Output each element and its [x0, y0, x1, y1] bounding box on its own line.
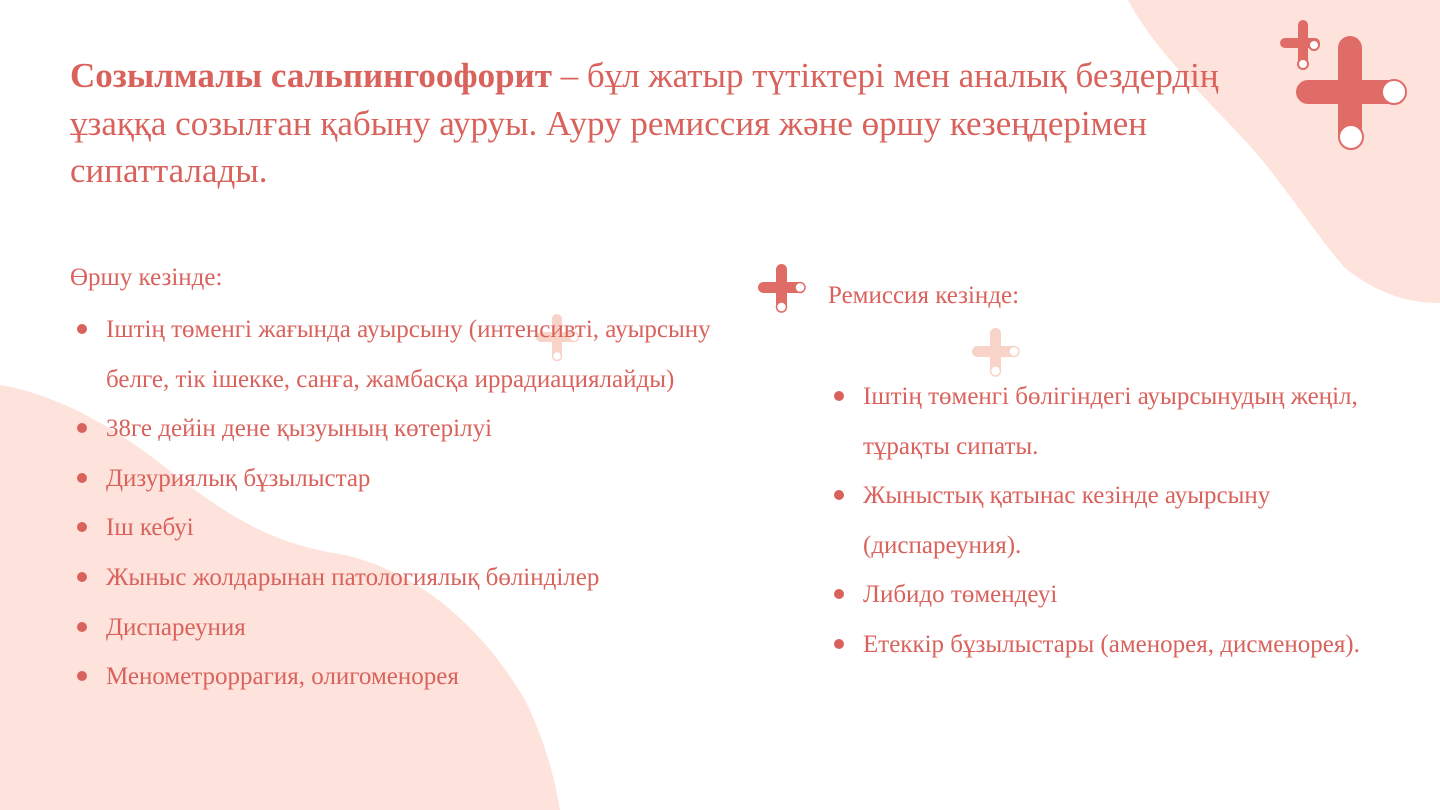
list-item-text: Іш кебуі [106, 514, 194, 542]
exacerbation-heading: Өршу кезінде: [70, 264, 223, 291]
bullet-icon [834, 490, 844, 500]
definition-text: – бұл жатыр түтіктері мен аналық бездердің ұзаққа созылған қабыну ауруы. Ауру ремиссия және өршу кезеңдерімен сипатталады. [70, 56, 1219, 191]
intro-paragraph [70, 52, 1300, 195]
list-item [70, 652, 720, 702]
bullet-icon [834, 639, 844, 649]
bullet-icon [77, 671, 87, 681]
list-item [70, 404, 720, 454]
bullet-icon [834, 391, 844, 401]
list-item-text: 38ге дейін дене қызуының көтерілуі [106, 415, 493, 443]
list-item [827, 570, 1387, 620]
bullet-icon [834, 589, 844, 599]
list-item [827, 471, 1387, 570]
bullet-icon [77, 324, 87, 334]
list-item [70, 305, 720, 404]
list-item-text: Іштің төменгі жағында ауырсыну (интенсивті, ауырсыну белге, тік ішекке, санға, жамбасқа иррадиациялайды) [106, 316, 711, 393]
list-item [70, 603, 720, 653]
plus-icon [756, 262, 810, 316]
list-item-text: Жыныс жолдарынан патологиялық бөлінділер [106, 563, 600, 591]
remission-list [827, 372, 1387, 670]
list-item [827, 372, 1387, 471]
exacerbation-list [70, 305, 720, 702]
list-item-text: Іштің төменгі бөлігіндегі ауырсынудың жеңіл, тұрақты сипаты. [863, 383, 1358, 460]
bullet-icon [77, 522, 87, 532]
list-item [70, 553, 720, 603]
bullet-icon [77, 423, 87, 433]
list-item [70, 503, 720, 553]
bullet-icon [77, 572, 87, 582]
list-item [827, 620, 1387, 670]
list-item-text: Жыныстық қатынас кезінде ауырсыну (диспареуния). [863, 482, 1271, 559]
bullet-icon [77, 473, 87, 483]
list-item-text: Дизуриялық бұзылыстар [106, 464, 371, 492]
bullet-icon [77, 622, 87, 632]
list-item-text: Диспареуния [106, 613, 246, 641]
list-item [70, 454, 720, 504]
term-title: Созылмалы сальпингоофорит [70, 56, 552, 95]
list-item-text: Менометроррагия, олигоменорея [106, 663, 459, 691]
list-item-text: Етеккір бұзылыстары (аменорея, дисменорея). [863, 630, 1360, 658]
remission-heading: Ремиссия кезінде: [828, 282, 1020, 309]
list-item-text: Либидо төмендеуі [863, 581, 1058, 609]
